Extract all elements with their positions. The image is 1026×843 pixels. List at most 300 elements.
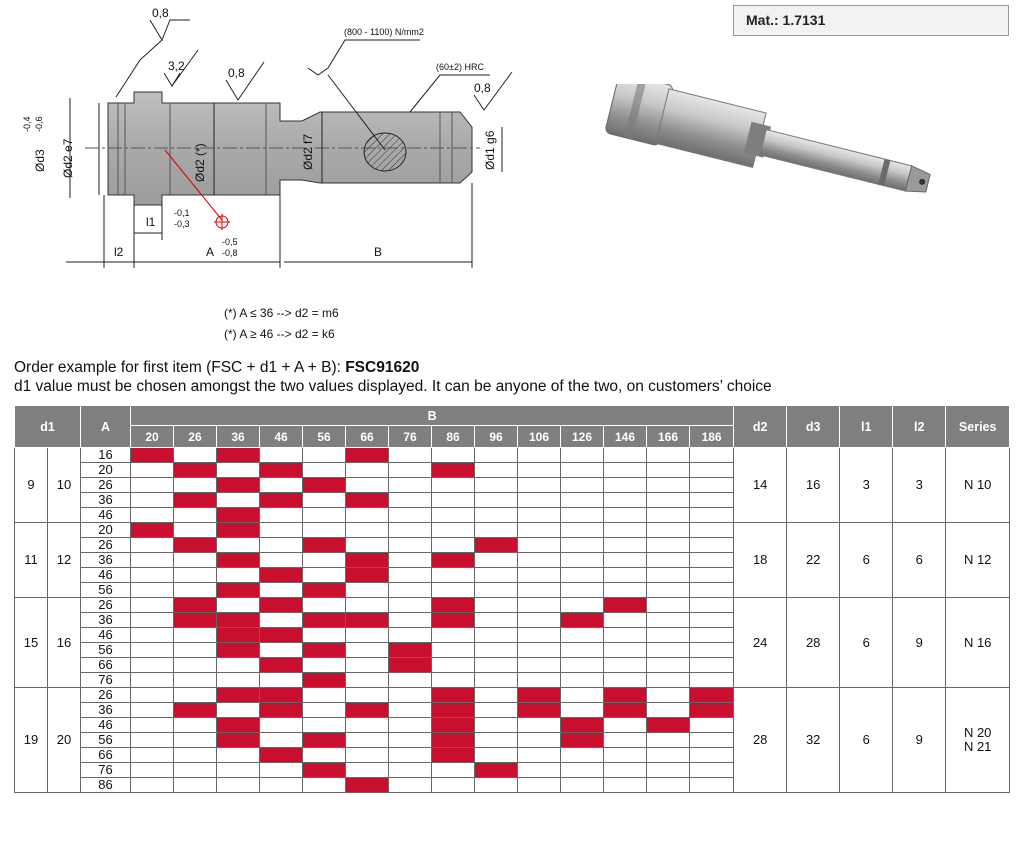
empty-cell — [389, 448, 432, 463]
available-cell — [303, 733, 346, 748]
empty-cell — [690, 718, 734, 733]
empty-cell — [561, 673, 604, 688]
l2-value: 3 — [893, 448, 946, 523]
empty-cell — [131, 613, 174, 628]
empty-cell — [303, 688, 346, 703]
empty-cell — [690, 523, 734, 538]
empty-cell — [131, 508, 174, 523]
empty-cell — [174, 508, 217, 523]
empty-cell — [346, 538, 389, 553]
empty-cell — [561, 508, 604, 523]
available-cell — [217, 688, 260, 703]
empty-cell — [561, 493, 604, 508]
available-cell — [260, 658, 303, 673]
empty-cell — [561, 448, 604, 463]
series-label: N 21 — [963, 739, 992, 754]
empty-cell — [475, 568, 518, 583]
dim-d1g6: Ød1 g6 — [483, 130, 497, 170]
empty-cell — [518, 613, 561, 628]
dim-A-lower: -0,8 — [222, 248, 238, 258]
empty-cell — [260, 733, 303, 748]
empty-cell — [604, 448, 647, 463]
empty-cell — [303, 628, 346, 643]
d1-value-b: 10 — [48, 448, 81, 523]
a-value: 66 — [81, 748, 131, 763]
empty-cell — [303, 568, 346, 583]
empty-cell — [432, 628, 475, 643]
empty-cell — [561, 568, 604, 583]
header-b-value: 146 — [604, 426, 647, 448]
available-cell — [690, 703, 734, 718]
empty-cell — [432, 478, 475, 493]
note-line: (*) A ≥ 46 --> d2 = k6 — [224, 327, 335, 341]
empty-cell — [432, 763, 475, 778]
dim-A: A — [206, 245, 215, 259]
empty-cell — [346, 688, 389, 703]
empty-cell — [346, 748, 389, 763]
empty-cell — [303, 553, 346, 568]
empty-cell — [389, 673, 432, 688]
empty-cell — [389, 493, 432, 508]
empty-cell — [518, 493, 561, 508]
empty-cell — [432, 523, 475, 538]
available-cell — [217, 523, 260, 538]
empty-cell — [647, 763, 690, 778]
empty-cell — [475, 613, 518, 628]
header-b-value: 26 — [174, 426, 217, 448]
available-cell — [432, 718, 475, 733]
empty-cell — [432, 583, 475, 598]
empty-cell — [303, 523, 346, 538]
empty-cell — [174, 733, 217, 748]
empty-cell — [647, 508, 690, 523]
series-label: N 12 — [963, 552, 992, 567]
empty-cell — [389, 553, 432, 568]
empty-cell — [518, 628, 561, 643]
available-cell — [260, 568, 303, 583]
empty-cell — [174, 748, 217, 763]
empty-cell — [346, 583, 389, 598]
empty-cell — [346, 463, 389, 478]
empty-cell — [561, 658, 604, 673]
empty-cell — [131, 463, 174, 478]
available-cell — [303, 478, 346, 493]
empty-cell — [217, 463, 260, 478]
tolerance-notes — [224, 303, 339, 345]
d1-value-a: 15 — [15, 598, 48, 688]
available-cell — [647, 718, 690, 733]
empty-cell — [389, 463, 432, 478]
empty-cell — [389, 748, 432, 763]
empty-cell — [647, 538, 690, 553]
available-cell — [260, 748, 303, 763]
l1-value: 6 — [840, 523, 893, 598]
empty-cell — [475, 748, 518, 763]
empty-cell — [260, 613, 303, 628]
empty-cell — [647, 628, 690, 643]
a-value: 56 — [81, 583, 131, 598]
empty-cell — [604, 643, 647, 658]
available-cell — [303, 583, 346, 598]
empty-cell — [389, 733, 432, 748]
empty-cell — [174, 778, 217, 793]
empty-cell — [518, 778, 561, 793]
available-cell — [346, 778, 389, 793]
empty-cell — [432, 448, 475, 463]
empty-cell — [217, 568, 260, 583]
empty-cell — [303, 508, 346, 523]
empty-cell — [260, 643, 303, 658]
empty-cell — [690, 658, 734, 673]
material-label: Mat.: 1.7131 — [733, 5, 1009, 36]
empty-cell — [174, 763, 217, 778]
l2-value: 9 — [893, 598, 946, 688]
empty-cell — [303, 748, 346, 763]
available-cell — [217, 718, 260, 733]
empty-cell — [604, 778, 647, 793]
available-cell — [131, 523, 174, 538]
available-cell — [432, 748, 475, 763]
empty-cell — [475, 463, 518, 478]
empty-cell — [518, 763, 561, 778]
empty-cell — [389, 703, 432, 718]
available-cell — [303, 538, 346, 553]
empty-cell — [690, 628, 734, 643]
empty-cell — [561, 643, 604, 658]
available-cell — [518, 688, 561, 703]
available-cell — [346, 568, 389, 583]
empty-cell — [174, 553, 217, 568]
a-value: 20 — [81, 523, 131, 538]
empty-cell — [647, 463, 690, 478]
empty-cell — [561, 463, 604, 478]
empty-cell — [389, 568, 432, 583]
dim-l1-upper: -0,1 — [174, 208, 190, 218]
empty-cell — [690, 778, 734, 793]
empty-cell — [647, 778, 690, 793]
available-cell — [432, 688, 475, 703]
empty-cell — [475, 688, 518, 703]
technical-drawing — [0, 0, 530, 290]
roughness-top: 0,8 — [152, 6, 169, 20]
available-cell — [561, 613, 604, 628]
empty-cell — [217, 493, 260, 508]
empty-cell — [260, 763, 303, 778]
empty-cell — [389, 583, 432, 598]
a-value: 26 — [81, 688, 131, 703]
dim-d2e7: Ød2 e7 — [61, 138, 75, 178]
empty-cell — [131, 718, 174, 733]
l2-value: 6 — [893, 523, 946, 598]
dim-d3: Ød3 — [33, 149, 47, 172]
available-cell — [217, 478, 260, 493]
empty-cell — [518, 718, 561, 733]
roughness-tip: 0,8 — [474, 81, 491, 95]
available-cell — [174, 703, 217, 718]
available-cell — [690, 688, 734, 703]
empty-cell — [131, 748, 174, 763]
empty-cell — [647, 598, 690, 613]
empty-cell — [690, 763, 734, 778]
available-cell — [346, 613, 389, 628]
empty-cell — [604, 733, 647, 748]
empty-cell — [260, 448, 303, 463]
available-cell — [389, 658, 432, 673]
header-b-value: 126 — [561, 426, 604, 448]
empty-cell — [303, 778, 346, 793]
note-line: (*) A ≤ 36 --> d2 = m6 — [224, 306, 339, 320]
empty-cell — [561, 583, 604, 598]
header-l2: l2 — [893, 406, 946, 448]
empty-cell — [174, 658, 217, 673]
selection-table — [14, 405, 1010, 793]
empty-cell — [389, 763, 432, 778]
empty-cell — [690, 448, 734, 463]
empty-cell — [475, 493, 518, 508]
empty-cell — [346, 508, 389, 523]
empty-cell — [260, 778, 303, 793]
empty-cell — [475, 703, 518, 718]
d1-value-a: 9 — [15, 448, 48, 523]
dim-d2f7: Ød2 f7 — [301, 133, 315, 170]
d2-value: 14 — [734, 448, 787, 523]
empty-cell — [174, 583, 217, 598]
empty-cell — [690, 508, 734, 523]
header-b-value: 76 — [389, 426, 432, 448]
empty-cell — [174, 673, 217, 688]
available-cell — [303, 613, 346, 628]
available-cell — [432, 598, 475, 613]
empty-cell — [561, 778, 604, 793]
header-series: Series — [946, 406, 1010, 448]
empty-cell — [561, 703, 604, 718]
empty-cell — [260, 478, 303, 493]
available-cell — [217, 583, 260, 598]
empty-cell — [131, 598, 174, 613]
empty-cell — [518, 538, 561, 553]
header-b-value: 36 — [217, 426, 260, 448]
empty-cell — [604, 478, 647, 493]
empty-cell — [690, 463, 734, 478]
dim-l1-lower: -0,3 — [174, 219, 190, 229]
available-cell — [260, 493, 303, 508]
empty-cell — [174, 628, 217, 643]
a-value: 76 — [81, 763, 131, 778]
empty-cell — [303, 703, 346, 718]
empty-cell — [260, 508, 303, 523]
empty-cell — [604, 718, 647, 733]
header-l1: l1 — [840, 406, 893, 448]
empty-cell — [131, 493, 174, 508]
empty-cell — [475, 658, 518, 673]
empty-cell — [475, 448, 518, 463]
empty-cell — [217, 538, 260, 553]
table-header — [15, 406, 1010, 448]
a-value: 46 — [81, 718, 131, 733]
a-value: 20 — [81, 463, 131, 478]
empty-cell — [174, 568, 217, 583]
a-value: 36 — [81, 493, 131, 508]
table-row — [15, 448, 1010, 463]
empty-cell — [389, 598, 432, 613]
available-cell — [604, 688, 647, 703]
a-value: 46 — [81, 628, 131, 643]
empty-cell — [604, 613, 647, 628]
empty-cell — [131, 733, 174, 748]
header-b-value: 56 — [303, 426, 346, 448]
empty-cell — [217, 598, 260, 613]
empty-cell — [475, 718, 518, 733]
empty-cell — [389, 523, 432, 538]
empty-cell — [389, 688, 432, 703]
empty-cell — [346, 673, 389, 688]
empty-cell — [690, 478, 734, 493]
empty-cell — [217, 703, 260, 718]
empty-cell — [561, 763, 604, 778]
empty-cell — [604, 658, 647, 673]
empty-cell — [303, 658, 346, 673]
empty-cell — [647, 448, 690, 463]
hardness-label: (60±2) HRC — [436, 62, 484, 72]
empty-cell — [690, 748, 734, 763]
available-cell — [389, 643, 432, 658]
empty-cell — [217, 778, 260, 793]
empty-cell — [131, 763, 174, 778]
empty-cell — [690, 538, 734, 553]
header-d1: d1 — [15, 406, 81, 448]
empty-cell — [217, 673, 260, 688]
available-cell — [346, 553, 389, 568]
empty-cell — [131, 643, 174, 658]
empty-cell — [131, 568, 174, 583]
empty-cell — [518, 478, 561, 493]
empty-cell — [174, 688, 217, 703]
empty-cell — [131, 478, 174, 493]
order-line-1 — [14, 358, 772, 377]
empty-cell — [690, 733, 734, 748]
available-cell — [217, 508, 260, 523]
empty-cell — [518, 673, 561, 688]
empty-cell — [346, 658, 389, 673]
empty-cell — [604, 748, 647, 763]
a-value: 36 — [81, 613, 131, 628]
empty-cell — [518, 553, 561, 568]
order-line-2: d1 value must be chosen amongst the two values displayed. It can be anyone of the two, on customers’ choice — [14, 378, 772, 395]
available-cell — [260, 688, 303, 703]
empty-cell — [389, 538, 432, 553]
empty-cell — [518, 448, 561, 463]
empty-cell — [432, 643, 475, 658]
empty-cell — [518, 643, 561, 658]
empty-cell — [561, 628, 604, 643]
empty-cell — [690, 598, 734, 613]
empty-cell — [561, 538, 604, 553]
empty-cell — [604, 553, 647, 568]
a-value: 76 — [81, 673, 131, 688]
a-value: 56 — [81, 733, 131, 748]
empty-cell — [389, 508, 432, 523]
empty-cell — [604, 673, 647, 688]
empty-cell — [690, 613, 734, 628]
section-hatch — [364, 133, 406, 171]
available-cell — [475, 538, 518, 553]
empty-cell — [647, 643, 690, 658]
empty-cell — [432, 778, 475, 793]
empty-cell — [604, 583, 647, 598]
a-value: 46 — [81, 568, 131, 583]
d1-value-b: 16 — [48, 598, 81, 688]
empty-cell — [475, 733, 518, 748]
header-b-value: 86 — [432, 426, 475, 448]
series-value — [946, 598, 1010, 688]
table-row — [15, 688, 1010, 703]
empty-cell — [518, 583, 561, 598]
dim-A-upper: -0,5 — [222, 237, 238, 247]
a-value: 86 — [81, 778, 131, 793]
empty-cell — [647, 748, 690, 763]
empty-cell — [604, 463, 647, 478]
empty-cell — [475, 628, 518, 643]
available-cell — [604, 598, 647, 613]
table-row — [15, 523, 1010, 538]
table-row — [15, 598, 1010, 613]
empty-cell — [174, 718, 217, 733]
empty-cell — [518, 523, 561, 538]
d3-value: 16 — [787, 448, 840, 523]
empty-cell — [432, 658, 475, 673]
available-cell — [217, 643, 260, 658]
empty-cell — [647, 703, 690, 718]
available-cell — [303, 643, 346, 658]
empty-cell — [346, 643, 389, 658]
empty-cell — [131, 673, 174, 688]
dim-B: B — [374, 245, 383, 259]
dim-l2: l2 — [114, 245, 124, 259]
empty-cell — [389, 718, 432, 733]
header-d2: d2 — [734, 406, 787, 448]
available-cell — [217, 613, 260, 628]
available-cell — [217, 448, 260, 463]
empty-cell — [217, 658, 260, 673]
empty-cell — [647, 658, 690, 673]
empty-cell — [561, 598, 604, 613]
available-cell — [174, 598, 217, 613]
empty-cell — [346, 733, 389, 748]
empty-cell — [475, 508, 518, 523]
empty-cell — [131, 583, 174, 598]
d2-value: 24 — [734, 598, 787, 688]
empty-cell — [260, 673, 303, 688]
available-cell — [260, 598, 303, 613]
roughness-mid: 3,2 — [168, 59, 185, 73]
empty-cell — [303, 493, 346, 508]
d3-value: 28 — [787, 598, 840, 688]
empty-cell — [303, 463, 346, 478]
empty-cell — [690, 673, 734, 688]
empty-cell — [604, 538, 647, 553]
a-value: 26 — [81, 598, 131, 613]
header-b-value: 66 — [346, 426, 389, 448]
empty-cell — [174, 523, 217, 538]
empty-cell — [131, 703, 174, 718]
available-cell — [432, 553, 475, 568]
empty-cell — [432, 673, 475, 688]
empty-cell — [475, 583, 518, 598]
available-cell — [432, 613, 475, 628]
d2-value: 28 — [734, 688, 787, 793]
empty-cell — [647, 583, 690, 598]
empty-cell — [174, 448, 217, 463]
